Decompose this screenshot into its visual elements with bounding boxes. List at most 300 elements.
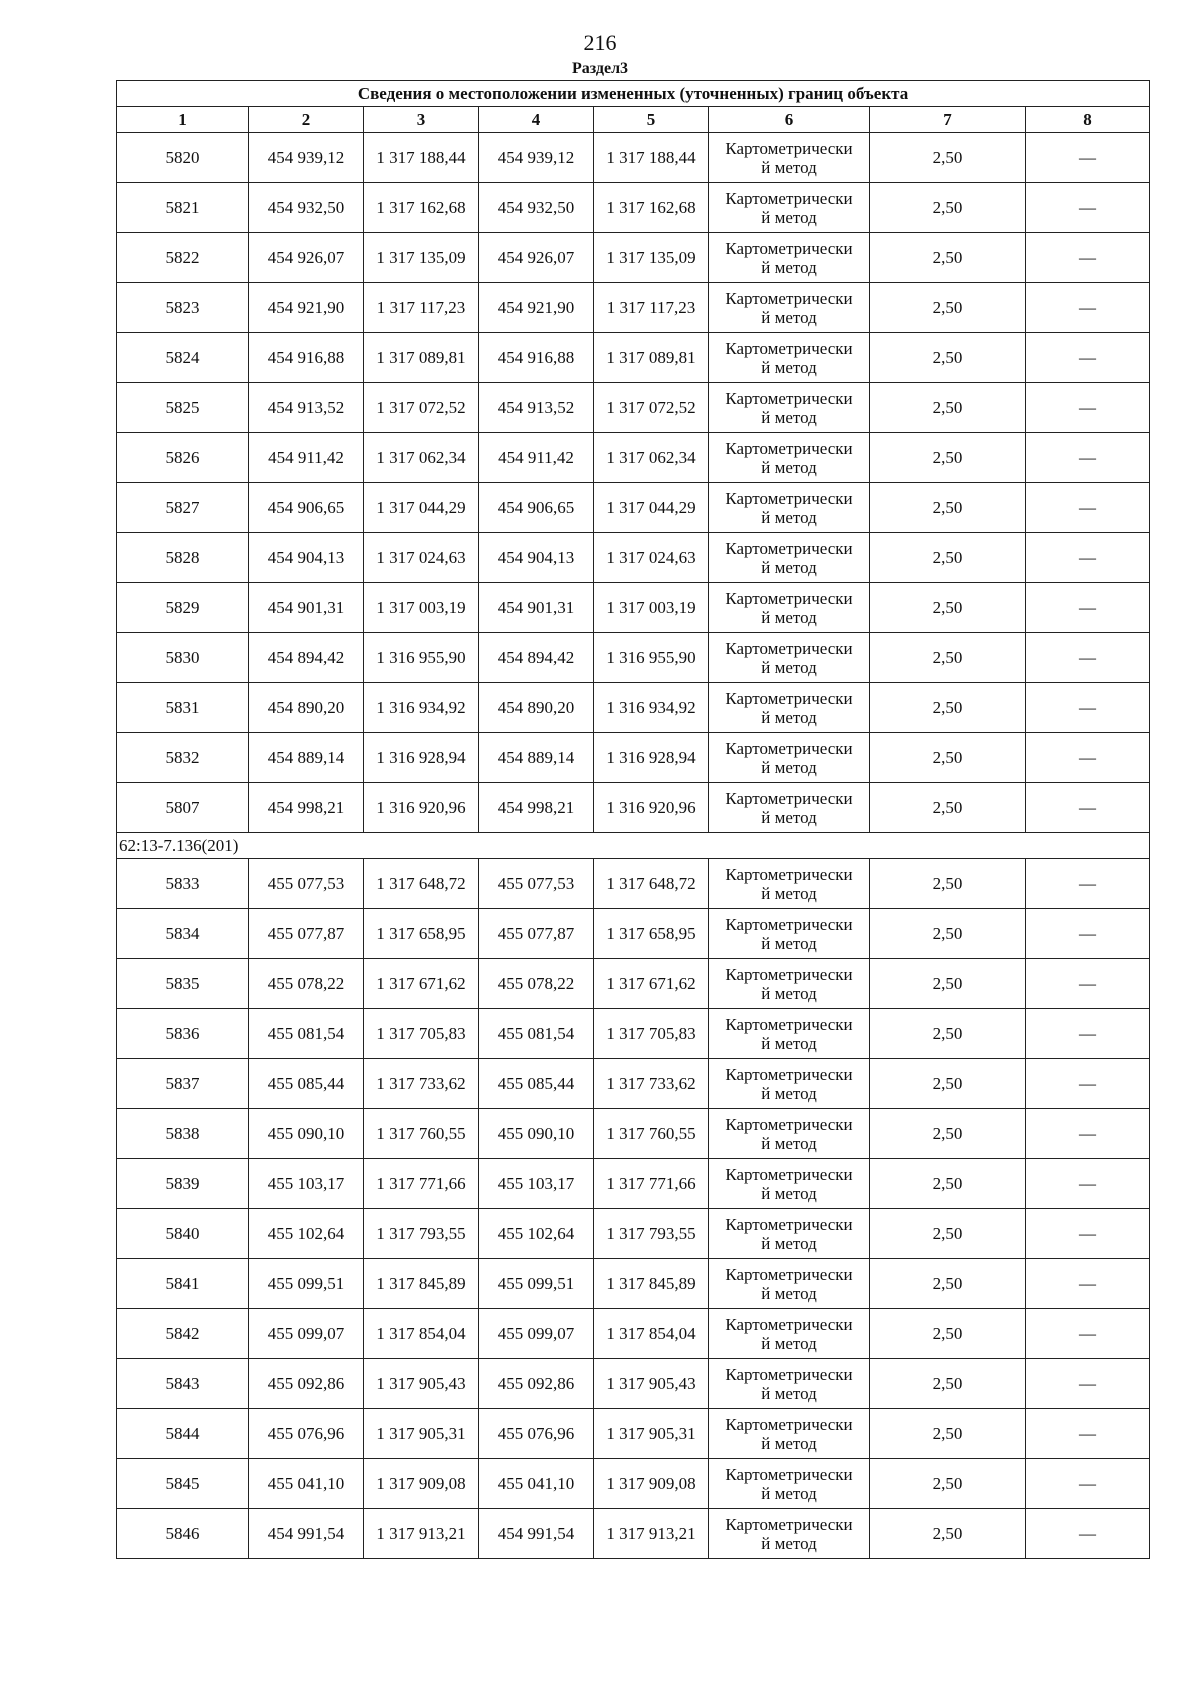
method-cell xyxy=(709,383,870,433)
x-new-cell: 455 077,53 xyxy=(479,859,594,909)
point-number-cell: 5840 xyxy=(117,1209,249,1259)
x-new-cell: 454 894,42 xyxy=(479,633,594,683)
y-new-cell: 1 317 671,62 xyxy=(594,959,709,1009)
table-row xyxy=(117,1209,1150,1259)
method-cell xyxy=(709,433,870,483)
method-text-line: й метод xyxy=(761,883,817,903)
x-new-cell: 455 078,22 xyxy=(479,959,594,1009)
table-row xyxy=(117,1059,1150,1109)
method-text-line: й метод xyxy=(761,1483,817,1503)
x-new-cell: 454 926,07 xyxy=(479,233,594,283)
table-row xyxy=(117,1309,1150,1359)
x-new-cell: 455 085,44 xyxy=(479,1059,594,1109)
method-text-line: Картометрически xyxy=(725,1114,853,1134)
method-text-line: Картометрически xyxy=(725,388,853,408)
y-new-cell: 1 317 905,43 xyxy=(594,1359,709,1409)
point-number-cell: 5836 xyxy=(117,1009,249,1059)
x-old-cell: 455 099,51 xyxy=(249,1259,364,1309)
description-cell: — xyxy=(1026,383,1150,433)
method-cell xyxy=(709,733,870,783)
x-old-cell: 454 991,54 xyxy=(249,1509,364,1559)
description-cell: — xyxy=(1026,483,1150,533)
method-cell xyxy=(709,1109,870,1159)
section-title: Раздел3 xyxy=(571,60,629,77)
method-text-line: Картометрически xyxy=(725,1164,853,1184)
x-old-cell: 454 889,14 xyxy=(249,733,364,783)
x-old-cell: 454 932,50 xyxy=(249,183,364,233)
method-text-line: й метод xyxy=(761,1433,817,1453)
point-number-cell: 5829 xyxy=(117,583,249,633)
y-new-cell: 1 317 188,44 xyxy=(594,133,709,183)
point-number-cell: 5837 xyxy=(117,1059,249,1109)
point-number-cell: 5838 xyxy=(117,1109,249,1159)
point-number-cell: 5841 xyxy=(117,1259,249,1309)
table-row xyxy=(117,683,1150,733)
method-text-line: й метод xyxy=(761,933,817,953)
y-new-cell: 1 317 117,23 xyxy=(594,283,709,333)
x-new-cell: 455 076,96 xyxy=(479,1409,594,1459)
y-old-cell: 1 317 117,23 xyxy=(364,283,479,333)
method-cell xyxy=(709,533,870,583)
y-new-cell: 1 317 909,08 xyxy=(594,1459,709,1509)
method-cell xyxy=(709,1509,870,1559)
point-number-cell: 5826 xyxy=(117,433,249,483)
method-cell xyxy=(709,1459,870,1509)
method-text-line: й метод xyxy=(761,557,817,577)
description-cell: — xyxy=(1026,133,1150,183)
table-row xyxy=(117,859,1150,909)
x-old-cell: 454 913,52 xyxy=(249,383,364,433)
x-old-cell: 454 906,65 xyxy=(249,483,364,533)
y-old-cell: 1 317 913,21 xyxy=(364,1509,479,1559)
accuracy-cell: 2,50 xyxy=(870,1309,1026,1359)
y-old-cell: 1 316 928,94 xyxy=(364,733,479,783)
description-cell: — xyxy=(1026,583,1150,633)
y-old-cell: 1 317 044,29 xyxy=(364,483,479,533)
table-row xyxy=(117,1259,1150,1309)
x-old-cell: 454 921,90 xyxy=(249,283,364,333)
y-new-cell: 1 316 934,92 xyxy=(594,683,709,733)
method-text-line: й метод xyxy=(761,983,817,1003)
method-text-line: Картометрически xyxy=(725,1514,853,1534)
x-old-cell: 454 998,21 xyxy=(249,783,364,833)
table-row xyxy=(117,1359,1150,1409)
y-old-cell: 1 317 003,19 xyxy=(364,583,479,633)
x-new-cell: 454 906,65 xyxy=(479,483,594,533)
x-new-cell: 454 921,90 xyxy=(479,283,594,333)
description-cell: — xyxy=(1026,633,1150,683)
method-cell xyxy=(709,1209,870,1259)
x-old-cell: 455 041,10 xyxy=(249,1459,364,1509)
x-new-cell: 455 099,51 xyxy=(479,1259,594,1309)
x-old-cell: 455 099,07 xyxy=(249,1309,364,1359)
y-old-cell: 1 317 793,55 xyxy=(364,1209,479,1259)
y-new-cell: 1 317 705,83 xyxy=(594,1009,709,1059)
point-number-cell: 5833 xyxy=(117,859,249,909)
point-number-cell: 5807 xyxy=(117,783,249,833)
method-text-line: й метод xyxy=(761,1333,817,1353)
method-text-line: Картометрически xyxy=(725,1314,853,1334)
method-cell xyxy=(709,959,870,1009)
description-cell: — xyxy=(1026,183,1150,233)
method-text-line: й метод xyxy=(761,1533,817,1553)
x-old-cell: 455 092,86 xyxy=(249,1359,364,1409)
page-number: 216 xyxy=(583,30,617,55)
method-text-line: Картометрически xyxy=(725,738,853,758)
column-header: 1 xyxy=(117,107,249,133)
y-old-cell: 1 317 845,89 xyxy=(364,1259,479,1309)
y-old-cell: 1 317 909,08 xyxy=(364,1459,479,1509)
method-text-line: й метод xyxy=(761,657,817,677)
method-cell xyxy=(709,583,870,633)
method-text-line: Картометрически xyxy=(725,964,853,984)
accuracy-cell: 2,50 xyxy=(870,633,1026,683)
point-number-cell: 5832 xyxy=(117,733,249,783)
method-cell xyxy=(709,283,870,333)
table-row xyxy=(117,283,1150,333)
point-number-cell: 5824 xyxy=(117,333,249,383)
y-new-cell: 1 317 044,29 xyxy=(594,483,709,533)
method-text-line: Картометрически xyxy=(725,288,853,308)
x-old-cell: 455 081,54 xyxy=(249,1009,364,1059)
method-text-line: й метод xyxy=(761,1383,817,1403)
y-old-cell: 1 316 920,96 xyxy=(364,783,479,833)
method-text-line: Картометрически xyxy=(725,588,853,608)
description-cell: — xyxy=(1026,1209,1150,1259)
description-cell: — xyxy=(1026,1159,1150,1209)
y-old-cell: 1 316 934,92 xyxy=(364,683,479,733)
method-text-line: й метод xyxy=(761,457,817,477)
y-old-cell: 1 317 658,95 xyxy=(364,909,479,959)
x-new-cell: 455 102,64 xyxy=(479,1209,594,1259)
accuracy-cell: 2,50 xyxy=(870,1259,1026,1309)
method-text-line: Картометрически xyxy=(725,338,853,358)
column-header: 5 xyxy=(594,107,709,133)
x-old-cell: 455 078,22 xyxy=(249,959,364,1009)
method-text-line: й метод xyxy=(761,1033,817,1053)
accuracy-cell: 2,50 xyxy=(870,483,1026,533)
column-header: 7 xyxy=(870,107,1026,133)
y-new-cell: 1 317 062,34 xyxy=(594,433,709,483)
method-cell xyxy=(709,1159,870,1209)
method-text-line: Картометрически xyxy=(725,638,853,658)
method-text-line: Картометрически xyxy=(725,138,853,158)
y-new-cell: 1 316 955,90 xyxy=(594,633,709,683)
x-new-cell: 454 889,14 xyxy=(479,733,594,783)
column-header: 3 xyxy=(364,107,479,133)
y-new-cell: 1 317 913,21 xyxy=(594,1509,709,1559)
x-old-cell: 454 926,07 xyxy=(249,233,364,283)
point-number-cell: 5843 xyxy=(117,1359,249,1409)
y-old-cell: 1 317 062,34 xyxy=(364,433,479,483)
method-text-line: Картометрически xyxy=(725,1364,853,1384)
y-new-cell: 1 317 135,09 xyxy=(594,233,709,283)
description-cell: — xyxy=(1026,959,1150,1009)
method-cell xyxy=(709,1409,870,1459)
y-new-cell: 1 317 658,95 xyxy=(594,909,709,959)
table-row xyxy=(117,909,1150,959)
method-text-line: й метод xyxy=(761,307,817,327)
y-new-cell: 1 317 089,81 xyxy=(594,333,709,383)
description-cell: — xyxy=(1026,1509,1150,1559)
accuracy-cell: 2,50 xyxy=(870,909,1026,959)
y-old-cell: 1 317 733,62 xyxy=(364,1059,479,1109)
method-text-line: й метод xyxy=(761,1083,817,1103)
table-row xyxy=(117,1459,1150,1509)
table-row xyxy=(117,959,1150,1009)
accuracy-cell: 2,50 xyxy=(870,183,1026,233)
y-old-cell: 1 317 854,04 xyxy=(364,1309,479,1359)
table-row xyxy=(117,533,1150,583)
description-cell: — xyxy=(1026,333,1150,383)
accuracy-cell: 2,50 xyxy=(870,1459,1026,1509)
table-row xyxy=(117,1109,1150,1159)
point-number-cell: 5842 xyxy=(117,1309,249,1359)
method-cell xyxy=(709,333,870,383)
accuracy-cell: 2,50 xyxy=(870,1159,1026,1209)
point-number-cell: 5821 xyxy=(117,183,249,233)
accuracy-cell: 2,50 xyxy=(870,533,1026,583)
method-text-line: Картометрически xyxy=(725,538,853,558)
table-row xyxy=(117,233,1150,283)
y-old-cell: 1 317 905,43 xyxy=(364,1359,479,1409)
description-cell: — xyxy=(1026,909,1150,959)
point-number-cell: 5830 xyxy=(117,633,249,683)
description-cell: — xyxy=(1026,683,1150,733)
description-cell: — xyxy=(1026,283,1150,333)
method-text-line: Картометрически xyxy=(725,1464,853,1484)
accuracy-cell: 2,50 xyxy=(870,433,1026,483)
y-new-cell: 1 317 760,55 xyxy=(594,1109,709,1159)
x-new-cell: 454 911,42 xyxy=(479,433,594,483)
x-new-cell: 455 041,10 xyxy=(479,1459,594,1509)
description-cell: — xyxy=(1026,1409,1150,1459)
table-row xyxy=(117,583,1150,633)
description-cell: — xyxy=(1026,1359,1150,1409)
x-new-cell: 454 939,12 xyxy=(479,133,594,183)
x-old-cell: 454 916,88 xyxy=(249,333,364,383)
method-cell xyxy=(709,1359,870,1409)
accuracy-cell: 2,50 xyxy=(870,383,1026,433)
column-header: 8 xyxy=(1026,107,1150,133)
method-text-line: й метод xyxy=(761,1233,817,1253)
table-row xyxy=(117,183,1150,233)
y-new-cell: 1 317 733,62 xyxy=(594,1059,709,1109)
method-text-line: й метод xyxy=(761,357,817,377)
x-new-cell: 454 913,52 xyxy=(479,383,594,433)
method-text-line: й метод xyxy=(761,157,817,177)
accuracy-cell: 2,50 xyxy=(870,1359,1026,1409)
method-text-line: Картометрически xyxy=(725,188,853,208)
column-header: 4 xyxy=(479,107,594,133)
y-old-cell: 1 317 024,63 xyxy=(364,533,479,583)
y-new-cell: 1 317 793,55 xyxy=(594,1209,709,1259)
description-cell: — xyxy=(1026,1259,1150,1309)
y-new-cell: 1 317 024,63 xyxy=(594,533,709,583)
y-old-cell: 1 317 760,55 xyxy=(364,1109,479,1159)
point-number-cell: 5834 xyxy=(117,909,249,959)
x-new-cell: 454 901,31 xyxy=(479,583,594,633)
method-text-line: Картометрически xyxy=(725,688,853,708)
group-label: 62:13-7.136(201) xyxy=(117,833,1150,859)
method-text-line: Картометрически xyxy=(725,238,853,258)
x-old-cell: 455 085,44 xyxy=(249,1059,364,1109)
accuracy-cell: 2,50 xyxy=(870,333,1026,383)
point-number-cell: 5831 xyxy=(117,683,249,733)
description-cell: — xyxy=(1026,1009,1150,1059)
description-cell: — xyxy=(1026,233,1150,283)
description-cell: — xyxy=(1026,1059,1150,1109)
table-row xyxy=(117,133,1150,183)
y-old-cell: 1 317 188,44 xyxy=(364,133,479,183)
description-cell: — xyxy=(1026,783,1150,833)
method-text-line: Картометрически xyxy=(725,864,853,884)
method-cell xyxy=(709,483,870,533)
point-number-cell: 5846 xyxy=(117,1509,249,1559)
accuracy-cell: 2,50 xyxy=(870,1009,1026,1059)
method-cell xyxy=(709,783,870,833)
column-header: 6 xyxy=(709,107,870,133)
y-old-cell: 1 317 072,52 xyxy=(364,383,479,433)
table-caption: Сведения о местоположении измененных (уточненных) границ объекта xyxy=(117,81,1150,107)
y-old-cell: 1 317 648,72 xyxy=(364,859,479,909)
method-cell xyxy=(709,133,870,183)
x-new-cell: 455 103,17 xyxy=(479,1159,594,1209)
column-header-row xyxy=(117,107,1150,133)
method-text-line: Картометрически xyxy=(725,914,853,934)
method-text-line: Картометрически xyxy=(725,1064,853,1084)
method-cell xyxy=(709,633,870,683)
y-old-cell: 1 317 089,81 xyxy=(364,333,479,383)
table-row xyxy=(117,1009,1150,1059)
method-cell xyxy=(709,859,870,909)
method-text-line: Картометрически xyxy=(725,1014,853,1034)
point-number-cell: 5839 xyxy=(117,1159,249,1209)
y-old-cell: 1 317 162,68 xyxy=(364,183,479,233)
point-number-cell: 5845 xyxy=(117,1459,249,1509)
x-new-cell: 454 916,88 xyxy=(479,333,594,383)
y-new-cell: 1 317 771,66 xyxy=(594,1159,709,1209)
method-text-line: й метод xyxy=(761,257,817,277)
point-number-cell: 5828 xyxy=(117,533,249,583)
method-text-line: й метод xyxy=(761,707,817,727)
y-new-cell: 1 316 928,94 xyxy=(594,733,709,783)
table-row xyxy=(117,1409,1150,1459)
x-new-cell: 455 092,86 xyxy=(479,1359,594,1409)
y-new-cell: 1 317 648,72 xyxy=(594,859,709,909)
y-old-cell: 1 317 671,62 xyxy=(364,959,479,1009)
point-number-cell: 5822 xyxy=(117,233,249,283)
x-old-cell: 454 911,42 xyxy=(249,433,364,483)
table-row xyxy=(117,633,1150,683)
accuracy-cell: 2,50 xyxy=(870,1409,1026,1459)
method-text-line: й метод xyxy=(761,507,817,527)
method-text-line: Картометрически xyxy=(725,438,853,458)
method-text-line: Картометрически xyxy=(725,1414,853,1434)
point-number-cell: 5844 xyxy=(117,1409,249,1459)
method-cell xyxy=(709,1059,870,1109)
method-cell xyxy=(709,1259,870,1309)
y-new-cell: 1 317 845,89 xyxy=(594,1259,709,1309)
x-old-cell: 455 090,10 xyxy=(249,1109,364,1159)
y-old-cell: 1 317 905,31 xyxy=(364,1409,479,1459)
x-new-cell: 455 081,54 xyxy=(479,1009,594,1059)
method-cell xyxy=(709,683,870,733)
description-cell: — xyxy=(1026,859,1150,909)
accuracy-cell: 2,50 xyxy=(870,233,1026,283)
table-row xyxy=(117,383,1150,433)
accuracy-cell: 2,50 xyxy=(870,733,1026,783)
method-text-line: й метод xyxy=(761,1183,817,1203)
method-text-line: й метод xyxy=(761,607,817,627)
column-header: 2 xyxy=(249,107,364,133)
point-number-cell: 5825 xyxy=(117,383,249,433)
x-old-cell: 454 890,20 xyxy=(249,683,364,733)
description-cell: — xyxy=(1026,1109,1150,1159)
table-row xyxy=(117,333,1150,383)
method-text-line: й метод xyxy=(761,1133,817,1153)
method-text-line: й метод xyxy=(761,807,817,827)
accuracy-cell: 2,50 xyxy=(870,1209,1026,1259)
y-new-cell: 1 317 854,04 xyxy=(594,1309,709,1359)
x-new-cell: 454 932,50 xyxy=(479,183,594,233)
method-cell xyxy=(709,233,870,283)
x-new-cell: 454 904,13 xyxy=(479,533,594,583)
x-old-cell: 454 904,13 xyxy=(249,533,364,583)
method-cell xyxy=(709,1309,870,1359)
table-row xyxy=(117,733,1150,783)
x-old-cell: 455 103,17 xyxy=(249,1159,364,1209)
accuracy-cell: 2,50 xyxy=(870,583,1026,633)
method-text-line: й метод xyxy=(761,757,817,777)
description-cell: — xyxy=(1026,733,1150,783)
method-text-line: Картометрически xyxy=(725,788,853,808)
x-old-cell: 455 102,64 xyxy=(249,1209,364,1259)
x-new-cell: 454 991,54 xyxy=(479,1509,594,1559)
y-old-cell: 1 316 955,90 xyxy=(364,633,479,683)
method-text-line: й метод xyxy=(761,407,817,427)
accuracy-cell: 2,50 xyxy=(870,783,1026,833)
x-new-cell: 454 998,21 xyxy=(479,783,594,833)
method-text-line: й метод xyxy=(761,1283,817,1303)
accuracy-cell: 2,50 xyxy=(870,859,1026,909)
x-old-cell: 455 077,53 xyxy=(249,859,364,909)
x-new-cell: 454 890,20 xyxy=(479,683,594,733)
group-label-row xyxy=(117,833,1150,859)
accuracy-cell: 2,50 xyxy=(870,1109,1026,1159)
y-old-cell: 1 317 771,66 xyxy=(364,1159,479,1209)
x-old-cell: 454 901,31 xyxy=(249,583,364,633)
accuracy-cell: 2,50 xyxy=(870,133,1026,183)
method-cell xyxy=(709,909,870,959)
coordinates-table xyxy=(116,80,1150,1559)
x-new-cell: 455 077,87 xyxy=(479,909,594,959)
table-row xyxy=(117,783,1150,833)
method-cell xyxy=(709,1009,870,1059)
y-old-cell: 1 317 135,09 xyxy=(364,233,479,283)
description-cell: — xyxy=(1026,1309,1150,1359)
accuracy-cell: 2,50 xyxy=(870,959,1026,1009)
accuracy-cell: 2,50 xyxy=(870,683,1026,733)
x-new-cell: 455 099,07 xyxy=(479,1309,594,1359)
table-row xyxy=(117,483,1150,533)
accuracy-cell: 2,50 xyxy=(870,283,1026,333)
method-text-line: Картометрически xyxy=(725,1214,853,1234)
point-number-cell: 5823 xyxy=(117,283,249,333)
x-old-cell: 454 894,42 xyxy=(249,633,364,683)
description-cell: — xyxy=(1026,533,1150,583)
table-row xyxy=(117,1159,1150,1209)
